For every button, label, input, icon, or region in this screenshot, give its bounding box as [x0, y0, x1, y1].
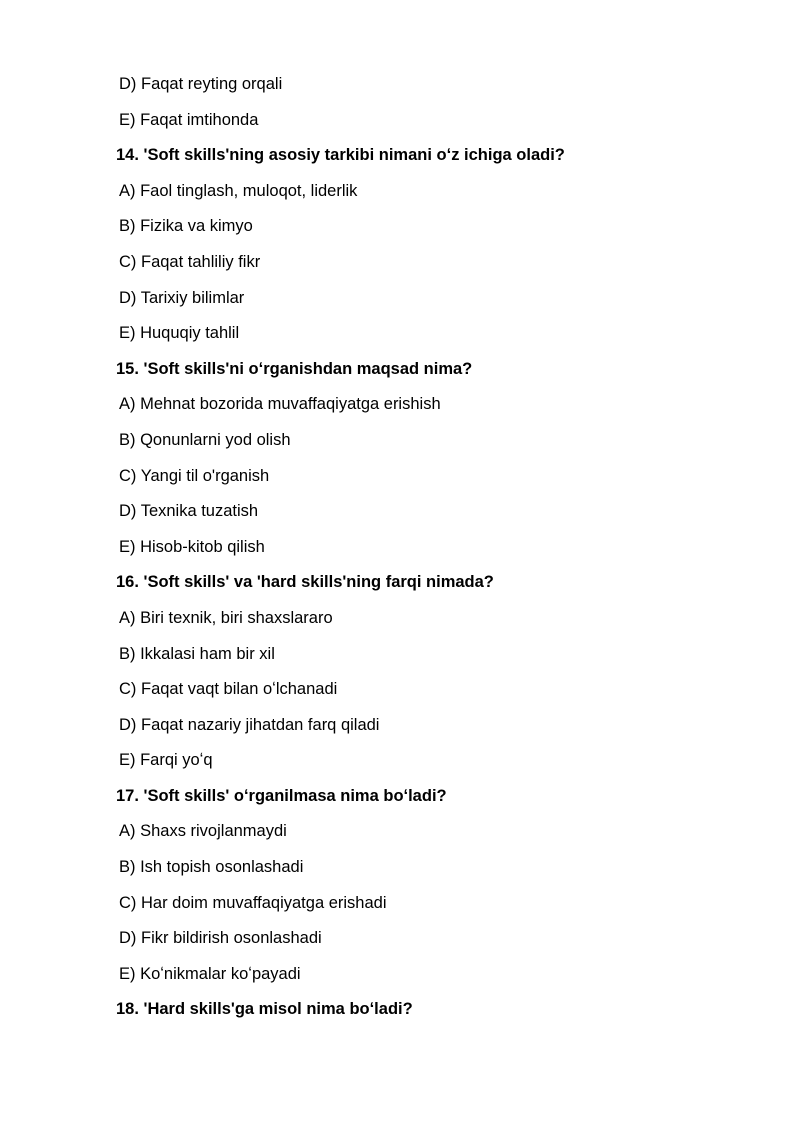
answer-option: B) Fizika va kimyo — [119, 217, 253, 236]
question-text: 15. 'Soft skills'ni oʻrganishdan maqsad nima? — [116, 359, 473, 378]
answer-option: B) Ikkalasi ham bir xil — [119, 644, 275, 663]
answer-option: D) Texnika tuzatish — [119, 502, 259, 521]
answer-option: D) Tarixiy bilimlar — [119, 288, 245, 307]
answer-option: A) Faol tinglash, muloqot, liderlik — [119, 181, 358, 200]
answer-option: B) Ish topish osonlashadi — [119, 858, 304, 877]
answer-option: E) Faqat imtihonda — [119, 110, 259, 129]
question-text: 14. 'Soft skills'ning asosiy tarkibi nimani oʻz ichiga oladi? — [116, 146, 565, 165]
answer-option: D) Faqat nazariy jihatdan farq qiladi — [119, 715, 380, 734]
question-text: 17. 'Soft skills' oʻrganilmasa nima boʻladi? — [116, 786, 447, 805]
answer-option: D) Faqat reyting orqali — [119, 75, 283, 93]
answer-option: C) Yangi til o'rganish — [119, 466, 270, 485]
answer-option: E) Huquqiy tahlil — [119, 324, 240, 343]
answer-option: E) Hisob-kitob qilish — [119, 537, 265, 556]
answer-option: D) Fikr bildirish osonlashadi — [119, 929, 322, 948]
question-list — [116, 72, 756, 1033]
answer-option: C) Har doim muvaffaqiyatga erishadi — [119, 893, 387, 912]
answer-option: A) Shaxs rivojlanmaydi — [119, 822, 287, 841]
answer-option: E) Koʻnikmalar koʻpayadi — [119, 964, 301, 983]
question-text: 18. 'Hard skills'ga misol nima boʻladi? — [116, 1000, 413, 1019]
answer-option: C) Faqat vaqt bilan oʻlchanadi — [119, 680, 338, 699]
answer-option: E) Farqi yoʻq — [119, 751, 213, 770]
answer-option: A) Mehnat bozorida muvaffaqiyatga erishish — [119, 395, 441, 414]
answer-option: C) Faqat tahliliy fikr — [119, 252, 261, 271]
answer-option: B) Qonunlarni yod olish — [119, 430, 291, 449]
answer-option: A) Biri texnik, biri shaxslararo — [119, 608, 333, 627]
question-text: 16. 'Soft skills' va 'hard skills'ning farqi nimada? — [116, 573, 494, 592]
